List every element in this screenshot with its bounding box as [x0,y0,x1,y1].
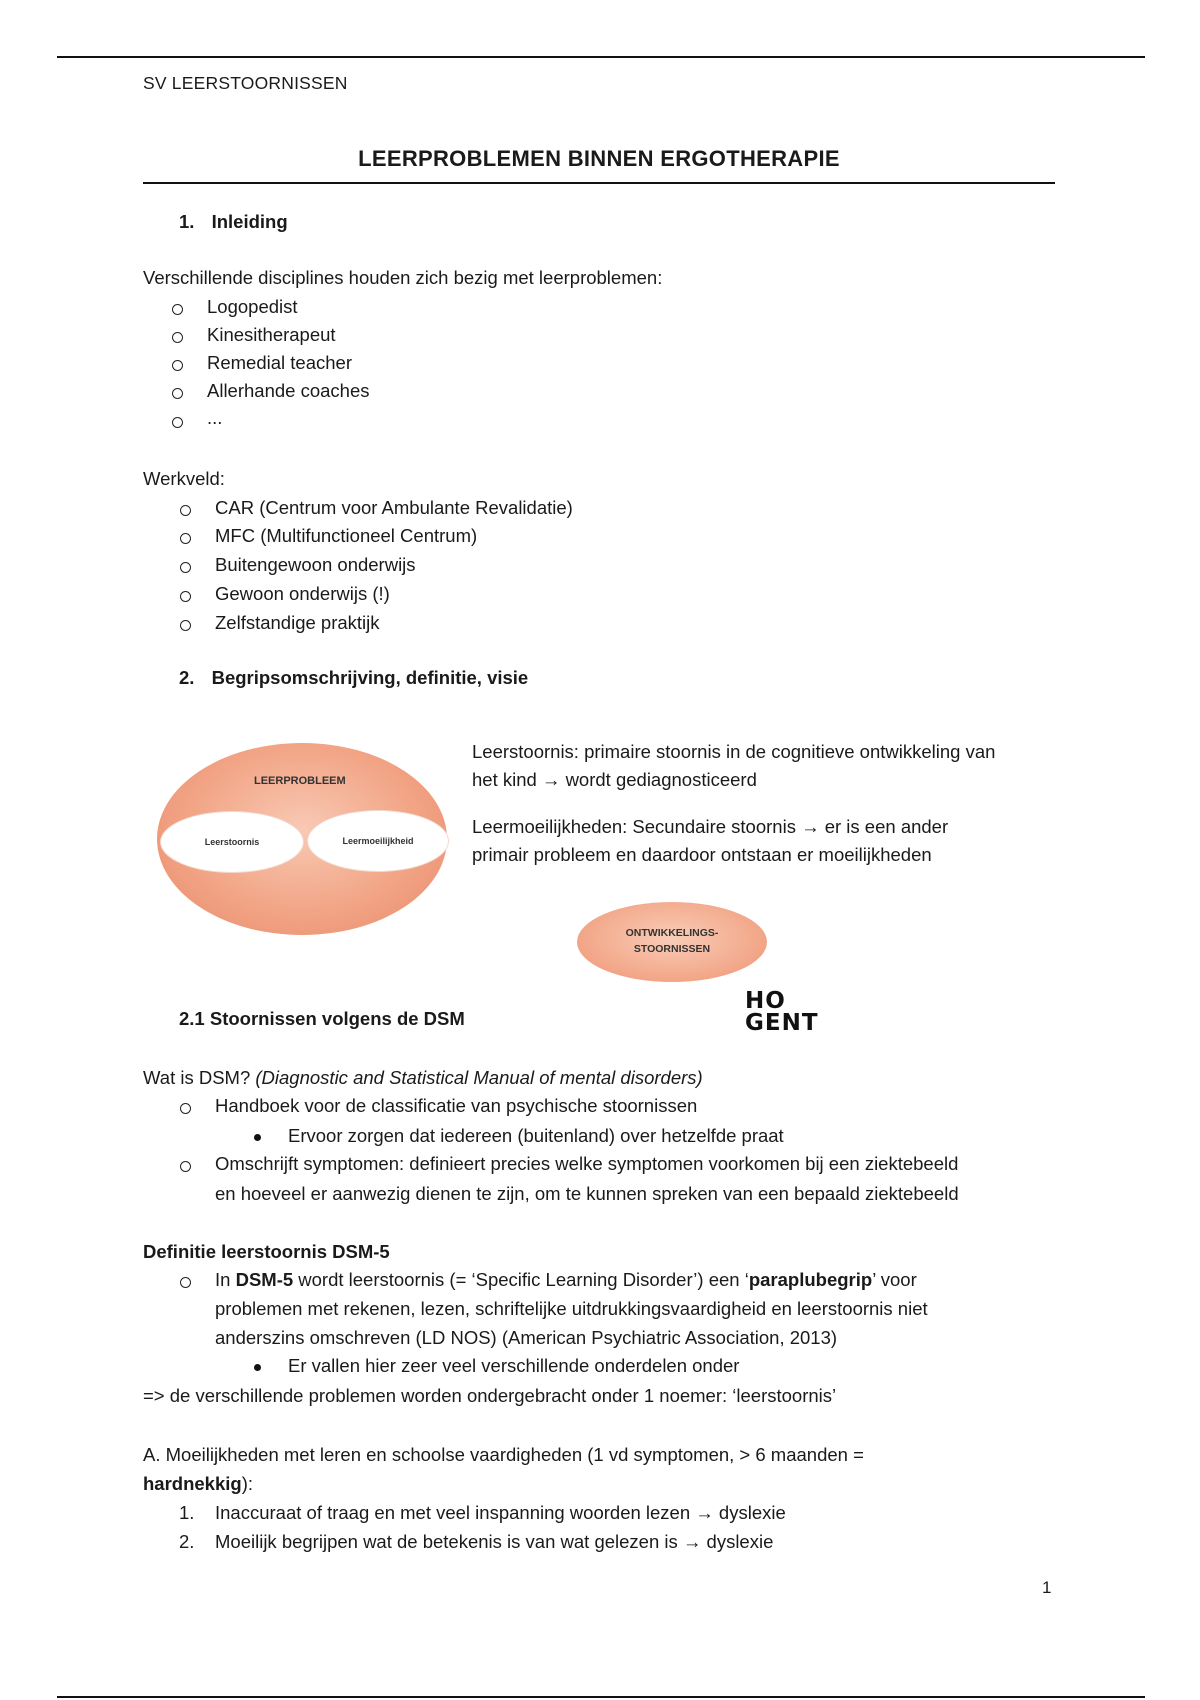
bullet-circle [172,360,183,371]
ontwikkelingsstoornissen-label-line: STOORNISSEN [633,943,711,955]
bullet-circle [172,304,183,315]
list-item-continuation: en hoeveel er aanwezig dienen te zijn, om te kunnen spreken van een bepaald ziektebeeld [215,1183,959,1204]
section-2-1-heading: 2.1 Stoornissen volgens de DSM [179,1008,465,1029]
item-number: 1. [179,1502,195,1523]
bullet-circle [180,591,191,602]
bullet-dot [254,1134,261,1141]
bottom-rule [57,1696,1145,1698]
list-item: CAR (Centrum voor Ambulante Revalidatie) [215,497,573,518]
bullet-circle [180,1277,191,1288]
section-1-heading [179,211,288,233]
item-number: 2. [179,1531,195,1552]
leermoeilijkheden-definition-line: Leermoeilijkheden: Secundaire stoornis → er is een ander [472,816,949,837]
dsm-question [143,1067,703,1089]
definitie-heading: Definitie leerstoornis DSM-5 [143,1241,390,1262]
bullet-circle [180,620,191,631]
bullet-circle [172,388,183,399]
definitie-text: In [215,1269,236,1290]
list-item: Er vallen hier zeer veel verschillende onderdelen onder [288,1355,740,1376]
page-number: 1 [1042,1578,1052,1597]
leermoeilijkheid-ellipse [307,810,449,872]
leerstoornis-label: Leerstoornis [204,837,260,847]
ontwikkelingsstoornissen-label-line: ONTWIKKELINGS- [625,927,719,940]
hardnekkig-bold: hardnekkig [143,1473,242,1494]
section-a-text: ): [241,1473,254,1494]
definitie-line: anderszins omschreven (LD NOS) (American Psychiatric Association, 2013) [215,1327,838,1348]
leermoeilijkheden-definition-line: primair probleem en daardoor ontstaan er moeilijkheden [472,844,932,865]
running-header: SV LEERSTOORNISSEN [143,73,348,93]
bullet-circle [172,417,183,428]
dsm-question-text: Wat is DSM? [143,1067,251,1088]
section-1-title: Inleiding [211,211,288,232]
list-item: Ervoor zorgen dat iedereen (buitenland) over hetzelfde praat [288,1125,784,1146]
list-item: Logopedist [207,296,298,317]
list-item: Remedial teacher [207,352,352,373]
section-2-number: 2. [179,667,195,688]
section-a-line [143,1473,253,1495]
disciplines-intro: Verschillende disciplines houden zich bezig met leerproblemen: [143,267,663,288]
section-2-title: Begripsomschrijving, definitie, visie [211,667,529,688]
bullet-circle [180,1103,191,1114]
leerstoornis-definition-line: Leerstoornis: primaire stoornis in de cognitieve ontwikkeling van [472,741,996,762]
ontwikkelingsstoornissen-ellipse [577,902,767,982]
section-1-number: 1. [179,211,195,232]
bullet-circle [180,1161,191,1172]
list-item: Kinesitherapeut [207,324,336,345]
dsm-question-italic: (Diagnostic and Statistical Manual of mental disorders) [255,1067,703,1088]
hogent-logo [745,990,819,1034]
section-a-line: A. Moeilijkheden met leren en schoolse vaardigheden (1 vd symptomen, > 6 maanden = [143,1444,864,1465]
leerstoornis-definition-line: het kind → wordt gediagnosticeerd [472,769,757,790]
werkveld-label: Werkveld: [143,468,225,489]
list-item: Handboek voor de classificatie van psychische stoornissen [215,1095,698,1116]
top-rule [57,56,1145,58]
title-underline [143,182,1055,184]
page-title: LEERPROBLEMEN BINNEN ERGOTHERAPIE [358,146,840,171]
bullet-circle [180,533,191,544]
definitie-text: wordt leerstoornis (= ‘Specific Learning Disorder’) een ‘ [293,1269,749,1290]
list-item: Moeilijk begrijpen wat de betekenis is van wat gelezen is → dyslexie [215,1531,774,1552]
logo-line: HO [745,988,786,1014]
bullet-circle [172,332,183,343]
bullet-dot [254,1364,261,1371]
section-2-heading [179,667,528,689]
leermoeilijkheid-label: Leermoeilijkheid [342,836,414,846]
list-item: ... [207,407,223,428]
list-item: Buitengewoon onderwijs [215,554,416,575]
list-item: Omschrijft symptomen: definieert precies welke symptomen voorkomen bij een ziektebeeld [215,1153,959,1174]
paraplubegrip-bold: paraplubegrip [748,1269,873,1290]
leerprobleem-label: LEERPROBLEEM [254,775,346,787]
bullet-circle [180,505,191,516]
bullet-circle [180,562,191,573]
list-item: Zelfstandige praktijk [215,612,380,633]
definitie-text: ’ voor [872,1269,917,1290]
dsm5-bold: DSM-5 [235,1269,294,1290]
definitie-line: problemen met rekenen, lezen, schriftelijke uitdrukkingsvaardigheid en leerstoornis niet [215,1298,928,1319]
list-item: Gewoon onderwijs (!) [215,583,390,604]
list-item: MFC (Multifunctioneel Centrum) [215,525,478,546]
logo-line: GENT [745,1010,819,1036]
definitie-conclusion: => de verschillende problemen worden ondergebracht onder 1 noemer: ‘leerstoornis’ [143,1385,837,1406]
list-item: Inaccuraat of traag en met veel inspanning woorden lezen → dyslexie [215,1502,786,1523]
list-item: Allerhande coaches [207,380,370,401]
leerstoornis-ellipse [160,811,304,873]
definitie-line [215,1269,917,1291]
